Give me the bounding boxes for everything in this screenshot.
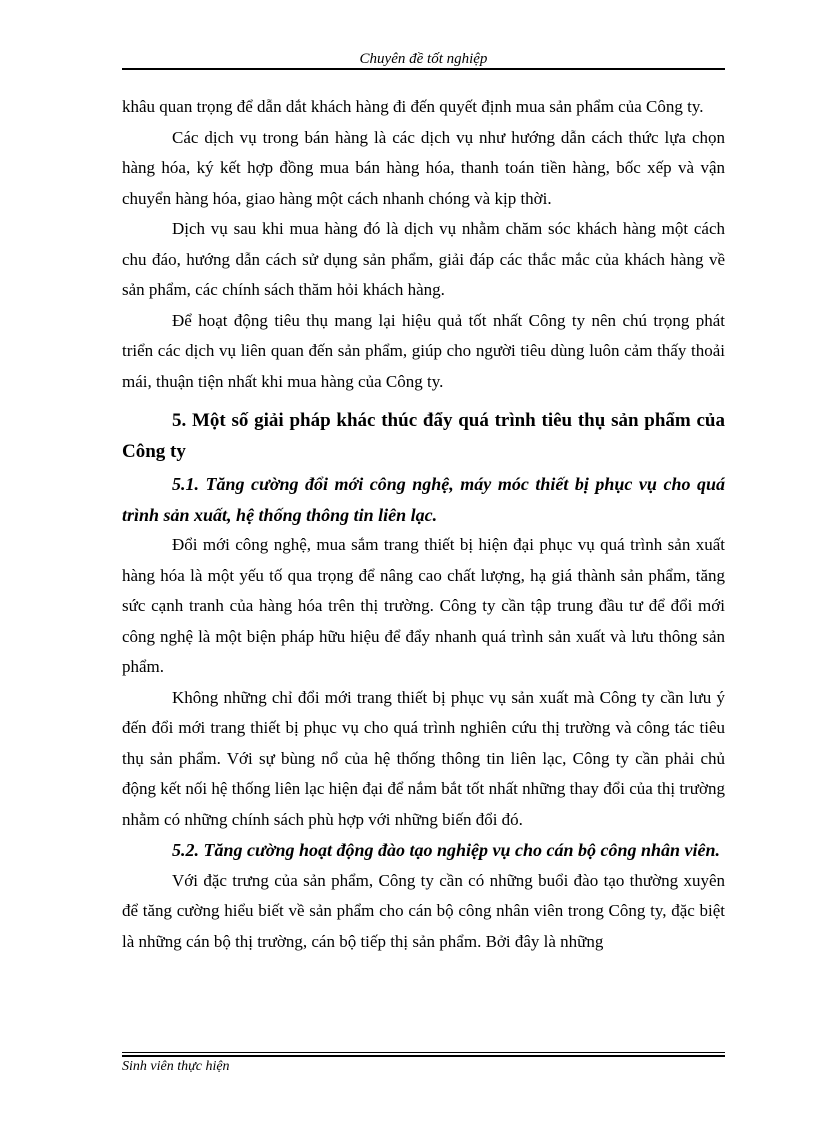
paragraph: Các dịch vụ trong bán hàng là các dịch vụ như hướng dẫn cách thức lựa chọn hàng hóa, ký kết hợp đồng mua bán hàng hóa, thanh toán tiền hàng, bốc xếp và vận chuyển hàng hóa, giao hàng một cách nhanh chóng và kịp thời. bbox=[122, 127, 725, 208]
paragraph: khâu quan trọng để dẫn dắt khách hàng đi đến quyết định mua sản phẩm của Công ty. bbox=[122, 97, 704, 116]
section-heading: 5. Một số giải pháp khác thúc đẩy quá trình tiêu thụ sản phẩm của Công ty bbox=[122, 410, 725, 462]
document-body bbox=[122, 92, 725, 957]
footer-rule bbox=[122, 1052, 725, 1053]
page-header: Chuyên đề tốt nghiệp bbox=[359, 51, 488, 67]
subsection-heading: 5.1. Tăng cường đổi mới công nghệ, máy móc thiết bị phục vụ cho quá trình sản xuất, hệ thống thông tin liên lạc. bbox=[122, 474, 725, 525]
paragraph: Dịch vụ sau khi mua hàng đó là dịch vụ nhằm chăm sóc khách hàng một cách chu đáo, hướng dẫn cách sử dụng sản phẩm, giải đáp các thắc mắc của khách hàng về sản phẩm, các chính sách thăm hỏi khách hàng. bbox=[122, 219, 725, 299]
paragraph: Với đặc trưng của sản phẩm, Công ty cần có những buổi đào tạo thường xuyên để tăng cường hiểu biết về sản phẩm cho cán bộ công nhân viên trong Công ty, đặc biệt là những cán bộ thị trường, cán bộ tiếp thị sản phẩm. Bởi đây là những bbox=[122, 870, 725, 951]
paragraph: Không những chỉ đổi mới trang thiết bị phục vụ sản xuất mà Công ty cần lưu ý đến đổi mới trang thiết bị phục vụ cho quá trình nghiên cứu thị trường và công tác tiêu thụ sản phẩm. Với sự bùng nổ của hệ thống thông tin liên lạc, Công ty cần phải chủ động kết nối hệ thống liên lạc hiện đại để nắm bắt tốt nhất những thay đổi của thị trường nhằm có những chính sách phù hợp với những biến đổi đó. bbox=[122, 687, 725, 829]
paragraph: Để hoạt động tiêu thụ mang lại hiệu quả tốt nhất Công ty nên chú trọng phát triển các dịch vụ liên quan đến sản phẩm, giúp cho người tiêu dùng luôn cảm thấy thoải mái, thuận tiện nhất khi mua hàng của Công ty. bbox=[122, 310, 725, 391]
footer-rule bbox=[122, 1055, 725, 1057]
subsection-heading: 5.2. Tăng cường hoạt động đào tạo nghiệp vụ cho cán bộ công nhân viên. bbox=[172, 840, 721, 860]
header-rule bbox=[122, 68, 725, 70]
page-footer: Sinh viên thực hiện bbox=[122, 1059, 230, 1074]
paragraph: Đổi mới công nghệ, mua sắm trang thiết bị hiện đại phục vụ quá trình sản xuất hàng hóa là một yếu tố qua trọng để nâng cao chất lượng, hạ giá thành sản phẩm, tăng sức cạnh tranh của hàng hóa trên thị trường. Công ty cần tập trung đầu tư để đổi mới công nghệ là một biện pháp hữu hiệu để đẩy nhanh quá trình sản xuất và lưu thông sản phẩm. bbox=[122, 535, 725, 676]
